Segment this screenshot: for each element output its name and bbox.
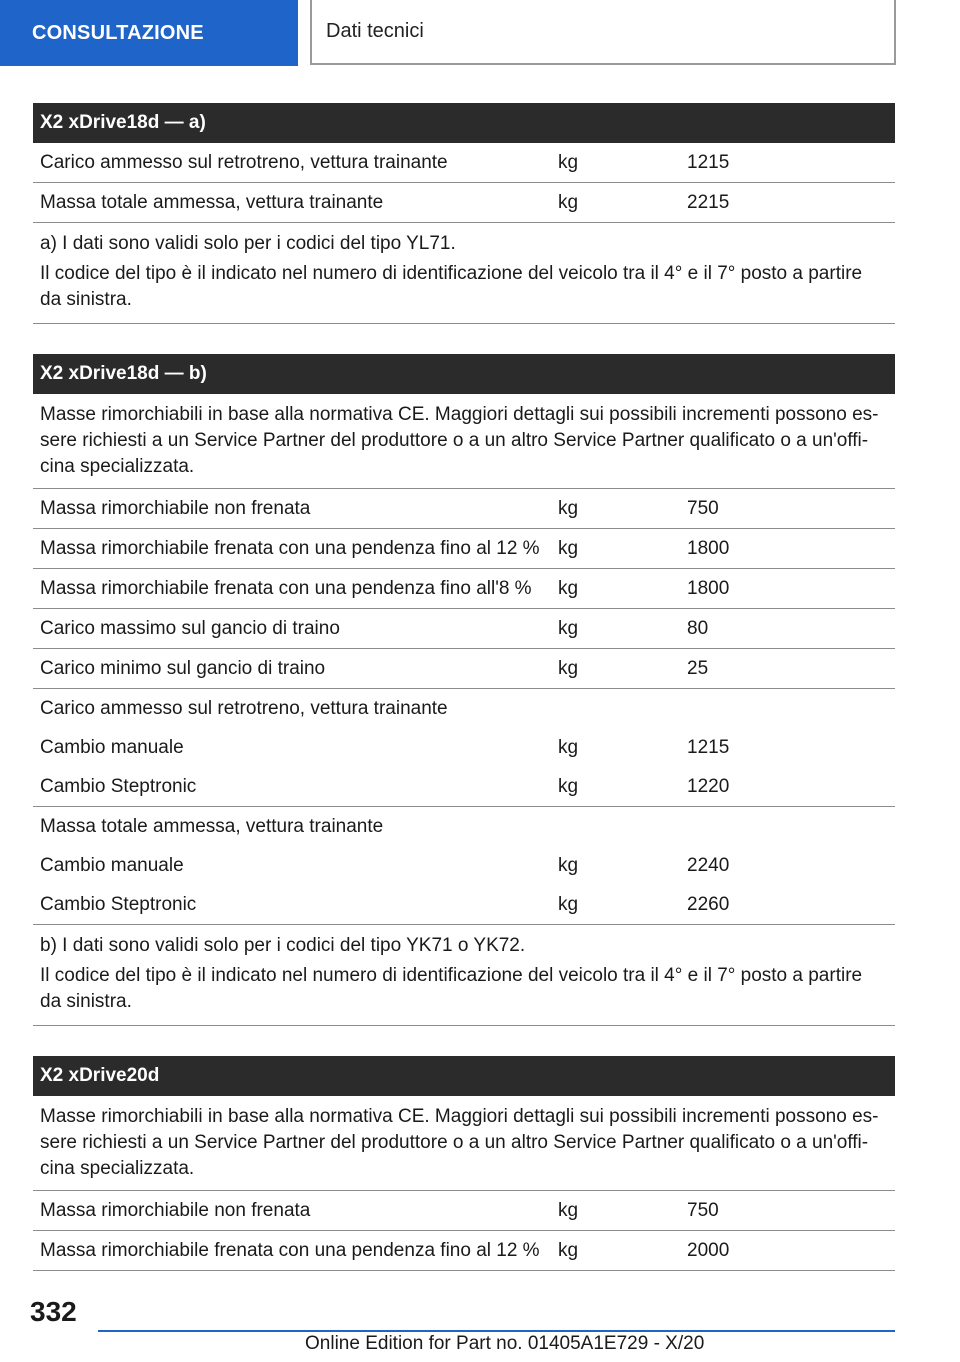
table-row: [33, 1231, 895, 1271]
table-row: [33, 649, 895, 689]
footnote-line: a) I dati sono validi solo per i codici del tipo YL71.: [40, 233, 456, 254]
row-value: 2000: [687, 1239, 730, 1261]
table-intro: Masse rimorchiabili in base alla normativa CE. Maggiori dettagli sui possibili incrementi possono es-sere richiesti a un Service Partner del produttore o a un altro Service Partner qualificato o a un'offi-cina specializzata.: [33, 394, 895, 489]
row-unit: kg: [558, 775, 579, 797]
row-value: 2215: [687, 191, 730, 213]
row-value: 750: [687, 497, 719, 519]
row-unit: kg: [558, 1199, 579, 1221]
row-unit: kg: [558, 191, 579, 213]
row-label: Carico minimo sul gancio di traino: [40, 657, 326, 679]
row-unit: kg: [558, 736, 579, 758]
row-label: Massa rimorchiabile frenata con una pendenza fino all'8 %: [40, 577, 532, 599]
row-label: Cambio Steptronic: [40, 893, 197, 915]
row-value: 25: [687, 657, 709, 679]
row-label: Carico ammesso sul retrotreno, vettura trainante: [40, 151, 448, 173]
footer-edition: Online Edition for Part no. 01405A1E729 - X/20: [305, 1333, 705, 1354]
row-label: Cambio manuale: [40, 854, 184, 876]
table-row: [33, 1191, 895, 1231]
footer-divider: [98, 1330, 895, 1332]
table-title: X2 xDrive20d: [33, 1056, 895, 1096]
row-label: Cambio Steptronic: [40, 775, 197, 797]
table-intro: Masse rimorchiabili in base alla normativa CE. Maggiori dettagli sui possibili incrementi possono es-sere richiesti a un Service Partner del produttore o a un altro Service Partner qualificato o a un'offi-cina specializzata.: [33, 1096, 895, 1191]
table-row: [33, 143, 895, 183]
section-tab[interactable]: CONSULTAZIONE: [0, 0, 298, 66]
group-label: Massa totale ammessa, vettura trainante: [40, 815, 384, 837]
footnote-line: b) I dati sono validi solo per i codici del tipo YK71 o YK72.: [40, 935, 526, 956]
table-row: [33, 846, 895, 885]
table-row: [33, 529, 895, 569]
table-row: [33, 183, 895, 223]
row-label: Massa rimorchiabile frenata con una pendenza fino al 12 %: [40, 537, 540, 559]
table-row: [33, 885, 895, 925]
row-label: Massa rimorchiabile non frenata: [40, 497, 311, 519]
chapter-title: Dati tecnici: [310, 0, 896, 65]
row-unit: kg: [558, 577, 579, 599]
row-unit: kg: [558, 854, 579, 876]
group-heading: [33, 689, 895, 728]
row-value: 1215: [687, 151, 730, 173]
row-unit: kg: [558, 617, 579, 639]
footnote-line: Il codice del tipo è il indicato nel numero di identificazione del veicolo tra il 4° e il 7° posto a partire da sinistra.: [40, 263, 863, 310]
row-unit: kg: [558, 893, 579, 915]
row-value: 2240: [687, 854, 730, 876]
row-label: Massa rimorchiabile frenata con una pendenza fino al 12 %: [40, 1239, 540, 1261]
row-value: 1800: [687, 577, 730, 599]
row-unit: kg: [558, 497, 579, 519]
table-footnote: [33, 223, 895, 324]
table-footnote: [33, 925, 895, 1026]
row-value: 80: [687, 617, 709, 639]
table-row: [33, 767, 895, 807]
group-heading: [33, 807, 895, 846]
table-title: X2 xDrive18d — b): [33, 354, 895, 394]
row-unit: kg: [558, 151, 579, 173]
table-title: X2 xDrive18d — a): [33, 103, 895, 143]
footnote-line: Il codice del tipo è il indicato nel numero di identificazione del veicolo tra il 4° e il 7° posto a partire da sinistra.: [40, 965, 863, 1012]
spec-table-xdrive20d: [33, 1056, 895, 1271]
spec-table-xdrive18d-a: [33, 103, 895, 324]
page-content: [33, 103, 895, 1271]
row-value: 2260: [687, 893, 730, 915]
table-row: [33, 569, 895, 609]
row-label: Massa totale ammessa, vettura trainante: [40, 191, 384, 213]
row-unit: kg: [558, 537, 579, 559]
page-header: [0, 0, 960, 66]
table-row: [33, 489, 895, 529]
table-row: [33, 609, 895, 649]
row-value: 1800: [687, 537, 730, 559]
table-row: [33, 728, 895, 767]
row-value: 1215: [687, 736, 730, 758]
page-number: 332: [30, 1296, 77, 1327]
group-label: Carico ammesso sul retrotreno, vettura trainante: [40, 697, 448, 719]
row-value: 1220: [687, 775, 730, 797]
row-label: Carico massimo sul gancio di traino: [40, 617, 340, 639]
row-label: Massa rimorchiabile non frenata: [40, 1199, 311, 1221]
row-value: 750: [687, 1199, 719, 1221]
row-unit: kg: [558, 1239, 579, 1261]
row-unit: kg: [558, 657, 579, 679]
spec-table-xdrive18d-b: [33, 354, 895, 1026]
row-label: Cambio manuale: [40, 736, 184, 758]
